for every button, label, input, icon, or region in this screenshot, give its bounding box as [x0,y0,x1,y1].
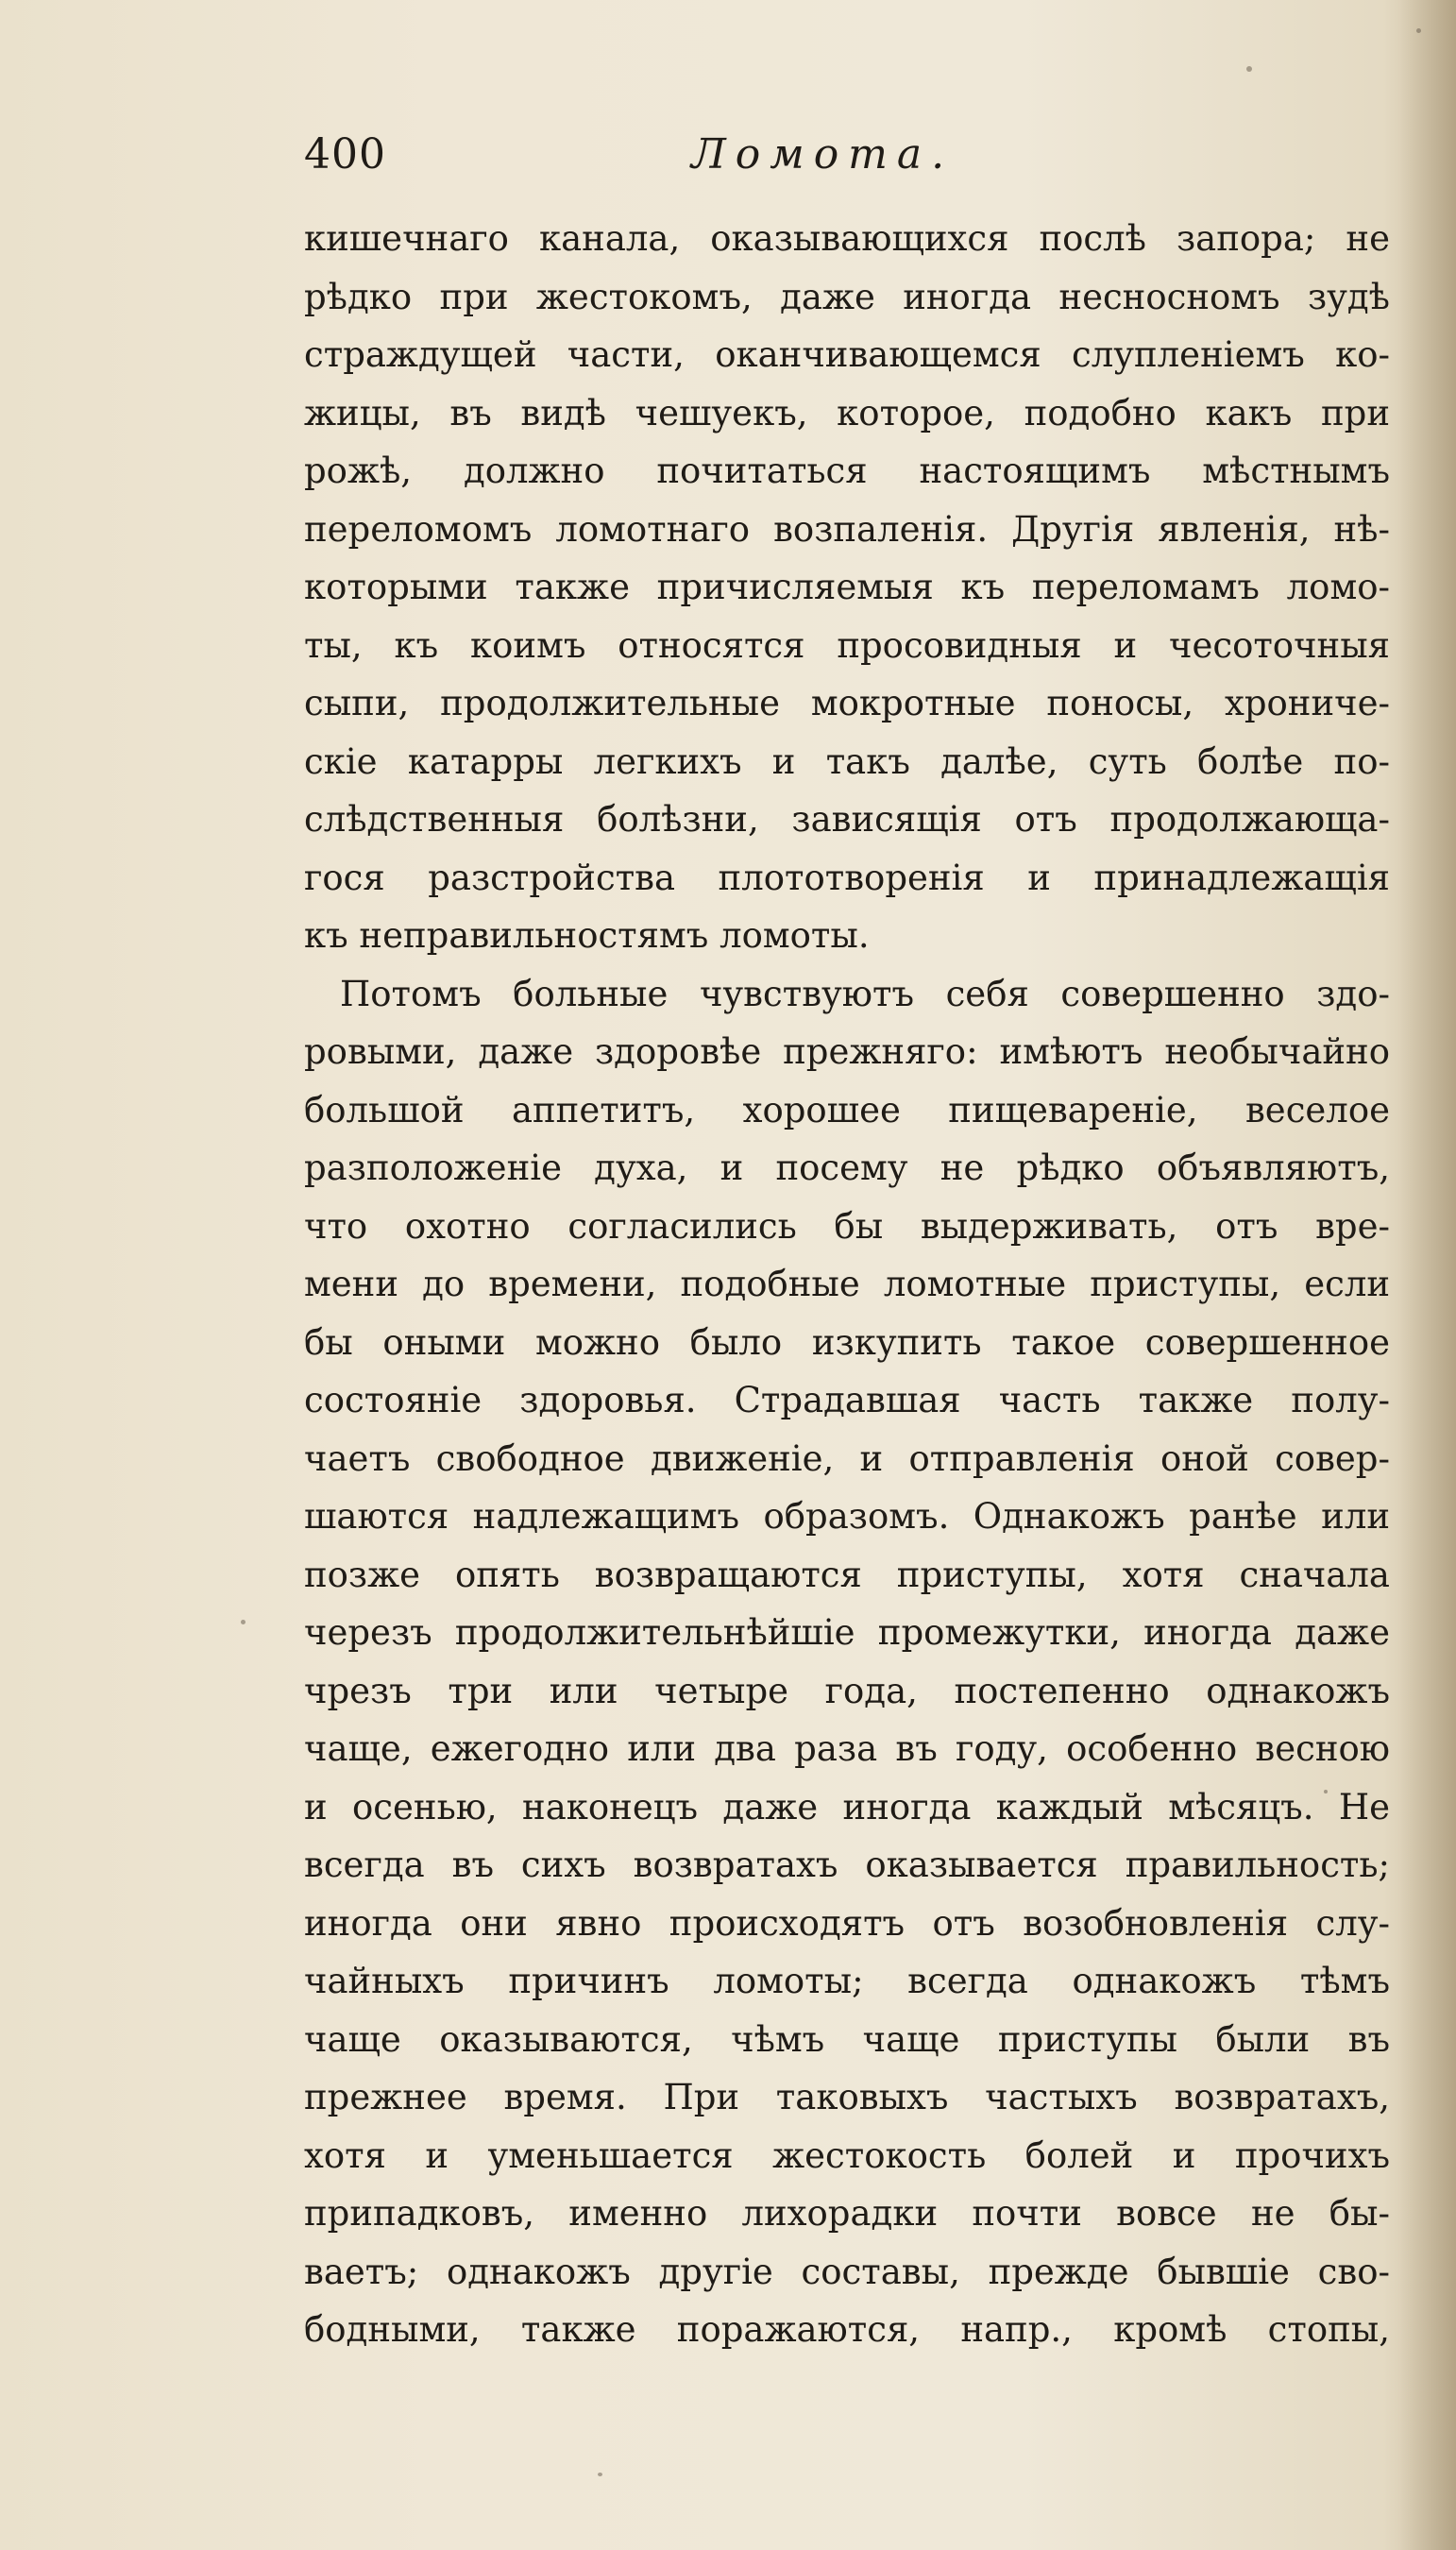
text-line: страждущей части, оканчивающемся слупленіемъ ко- [304,334,1390,375]
text-line: Потомъ больные чувствуютъ себя совершенно здо- [340,973,1390,1014]
page-header [304,130,1012,187]
text-line: хотя и уменьшается жестокость болей и прочихъ [304,2134,1390,2176]
text-line: бодными, также поражаются, напр., кромѣ стопы, [304,2309,1390,2350]
text-line: жицы, въ видѣ чешуекъ, которое, подобно какъ при [304,392,1390,434]
text-line: ты, къ коимъ относятся просовидныя и чесоточныя [304,624,1390,666]
paper-speck [1416,28,1421,33]
text-line: ваетъ; однакожъ другіе составы, прежде бывшіе сво- [304,2251,1390,2292]
text-line: чаетъ свободное движеніе, и отправленія оной совер- [304,1437,1390,1479]
text-line: и осенью, наконецъ даже иногда каждый мѣсяцъ. Не [304,1786,1390,1828]
paper-speck [241,1620,245,1624]
text-line: сыпи, продолжительные мокротные поносы, хрониче- [304,683,1390,723]
text-line: разположеніе духа, и посему не рѣдко объявляютъ, [304,1148,1390,1188]
text-line: черезъ продолжительнѣйшіе промежутки, иногда даже [304,1612,1390,1653]
text-line: иногда они явно происходятъ отъ возобновленія слу- [304,1902,1390,1944]
paragraph-2 [304,965,1390,2359]
paragraph-1 [304,210,1390,965]
text-line: припадковъ, именно лихорадки почти вовсе не бы- [304,2193,1390,2234]
text-line: рожѣ, должно почитаться настоящимъ мѣстнымъ [304,450,1390,491]
text-line: бы оными можно было изкупить такое совершенное [304,1321,1390,1363]
text-line: что охотно согласились бы выдерживать, отъ вре- [304,1205,1390,1247]
text-line: состояніе здоровья. Страдавшая часть также полу- [304,1380,1390,1420]
text-line: ровыми, даже здоровѣе прежняго: имѣютъ необычайно [304,1031,1390,1072]
text-line: всегда въ сихъ возвратахъ оказывается правильность; [304,1844,1390,1885]
text-line: позже опять возвращаются приступы, хотя сначала [304,1554,1390,1595]
text-line: чаще, ежегодно или два раза въ году, особенно весною [304,1728,1390,1769]
text-line: къ неправильностямъ ломоты. [304,915,870,956]
running-title: Ломота. [691,130,955,178]
page-number: 400 [304,130,386,178]
text-line: шаются надлежащимъ образомъ. Однакожъ ранѣе или [304,1496,1390,1537]
paper-speck [1246,66,1252,72]
text-line: чрезъ три или четыре года, постепенно однакожъ [304,1670,1390,1711]
text-line: большой аппетитъ, хорошее пищевареніе, веселое [304,1089,1390,1130]
text-line: которыми также причисляемыя къ переломамъ ломо- [304,567,1390,607]
text-line: гося разстройства плототворенія и принадлежащія [304,857,1390,898]
text-line: мени до времени, подобные ломотные приступы, если [304,1264,1390,1304]
text-line: чаще оказываются, чѣмъ чаще приступы были въ [304,2018,1390,2060]
text-line: прежнее время. При таковыхъ частыхъ возвратахъ, [304,2077,1390,2117]
text-line: скіе катарры легкихъ и такъ далѣе, суть болѣе по- [304,740,1390,782]
page-edge-shadow [1399,0,1456,2550]
text-line: кишечнаго канала, оказывающихся послѣ запора; не [304,218,1390,259]
text-line: переломомъ ломотнаго возпаленія. Другія явленія, нѣ- [304,508,1390,550]
text-line: слѣдственныя болѣзни, зависящія отъ продолжающа- [304,799,1390,840]
text-body [304,210,1390,2359]
text-line: чайныхъ причинъ ломоты; всегда однакожъ тѣмъ [304,1961,1390,2001]
paper-speck [598,2473,602,2476]
text-line: рѣдко при жестокомъ, даже иногда несносномъ зудѣ [304,276,1390,317]
